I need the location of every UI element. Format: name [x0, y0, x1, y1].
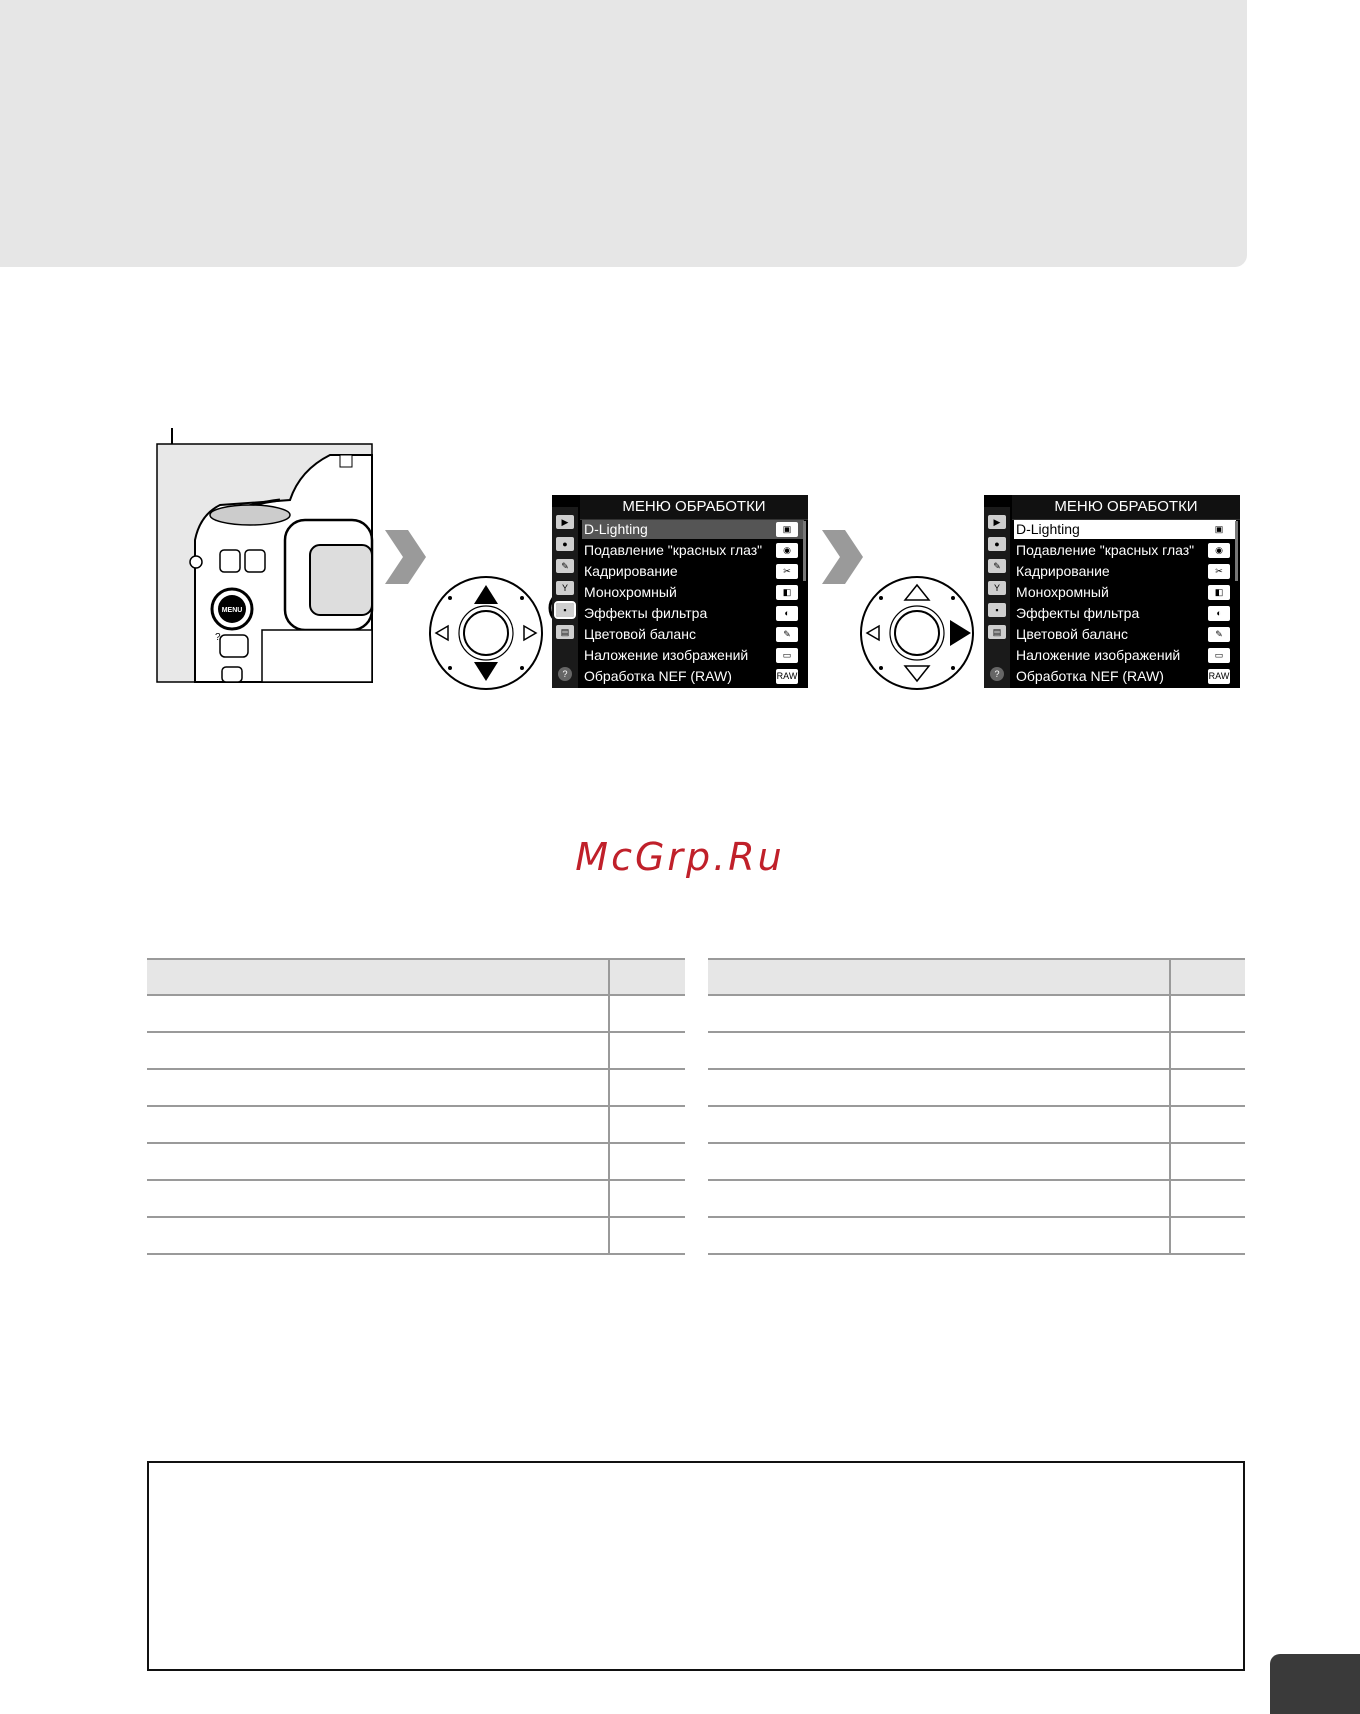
color-balance-icon: ✎ — [1208, 627, 1230, 642]
overlay-icon: ▭ — [1208, 648, 1230, 663]
my-menu-tab-icon[interactable]: ▤ — [556, 625, 574, 639]
table-header-row — [708, 959, 1245, 995]
menu-item-nef-raw[interactable]: Обработка NEF (RAW) RAW — [1016, 668, 1230, 684]
table-row — [708, 1106, 1245, 1143]
menu-item-trim[interactable]: Кадрирование ✂ — [1014, 562, 1236, 581]
table-row — [147, 995, 685, 1032]
menu-item-overlay[interactable]: Наложение изображений ▭ — [1014, 646, 1236, 665]
options-table-right — [708, 958, 1245, 1255]
menu-item-d-lighting[interactable]: D-Lighting ▣ — [1014, 520, 1236, 539]
table-header-page — [609, 959, 685, 995]
menu-item-monochrome[interactable]: Монохромный ◧ — [1014, 583, 1236, 602]
menu-item-color-balance[interactable]: Цветовой баланс ✎ — [1014, 625, 1236, 644]
table-row — [147, 1180, 685, 1217]
table-header-page — [1170, 959, 1245, 995]
menu-title: МЕНЮ ОБРАБОТКИ — [580, 495, 808, 520]
wrench-tab-icon[interactable]: Y — [556, 581, 574, 595]
menu-item-red-eye[interactable]: Подавление "красных глаз" ◉ — [1014, 541, 1236, 560]
table-row — [708, 1069, 1245, 1106]
d-lighting-icon: ▣ — [1208, 522, 1230, 537]
color-balance-icon: ✎ — [776, 627, 798, 642]
table-row — [147, 1217, 685, 1254]
table-row — [708, 1217, 1245, 1254]
pencil-tab-icon[interactable]: ✎ — [988, 559, 1006, 573]
wrench-tab-icon[interactable]: Y — [988, 581, 1006, 595]
menu-item-filter[interactable]: Эффекты фильтра ◐ — [1014, 604, 1236, 623]
camera-tab-icon[interactable]: ● — [988, 537, 1006, 551]
retouch-tab-icon[interactable]: ▪ — [988, 603, 1006, 617]
scroll-bar — [1235, 521, 1238, 581]
monochrome-icon: ◧ — [1208, 585, 1230, 600]
table-header-option — [708, 959, 1170, 995]
table-row — [147, 1143, 685, 1180]
table-row — [708, 1032, 1245, 1069]
watermark: McGrp.Ru — [575, 835, 785, 879]
menu-tabs — [552, 507, 578, 688]
menu-button-label: MENU — [221, 607, 243, 614]
menu-item-trim[interactable]: Кадрирование ✂ — [582, 562, 804, 581]
menu-item-red-eye[interactable]: Подавление "красных глаз" ◉ — [582, 541, 804, 560]
eye-icon: ◉ — [776, 543, 798, 558]
note-box — [147, 1461, 1245, 1671]
scroll-bar — [803, 521, 806, 581]
filter-icon: ◐ — [776, 606, 798, 621]
menu-tabs — [984, 507, 1010, 688]
table-header-option — [147, 959, 609, 995]
menu-item-nef-raw[interactable]: Обработка NEF (RAW) RAW — [584, 668, 798, 684]
my-menu-tab-icon[interactable]: ▤ — [988, 625, 1006, 639]
table-row — [147, 1069, 685, 1106]
table-row — [147, 1106, 685, 1143]
scissors-icon: ✂ — [1208, 564, 1230, 579]
eye-icon: ◉ — [1208, 543, 1230, 558]
raw-icon: RAW — [1208, 669, 1230, 684]
table-row — [708, 1143, 1245, 1180]
raw-icon: RAW — [776, 669, 798, 684]
table-row — [147, 1032, 685, 1069]
menu-item-color-balance[interactable]: Цветовой баланс ✎ — [582, 625, 804, 644]
menu-title: МЕНЮ ОБРАБОТКИ — [1012, 495, 1240, 520]
playback-tab-icon[interactable]: ▶ — [988, 515, 1006, 529]
menu-item-filter[interactable]: Эффекты фильтра ◐ — [582, 604, 804, 623]
table-header-row — [147, 959, 685, 995]
d-lighting-icon: ▣ — [776, 522, 798, 537]
retouch-tab-icon[interactable]: ▪ — [556, 603, 574, 617]
menu-item-d-lighting[interactable]: D-Lighting ▣ — [582, 520, 804, 539]
filter-icon: ◐ — [1208, 606, 1230, 621]
table-row — [708, 995, 1245, 1032]
scissors-icon: ✂ — [776, 564, 798, 579]
menu-item-monochrome[interactable]: Монохромный ◧ — [582, 583, 804, 602]
camera-tab-icon[interactable]: ● — [556, 537, 574, 551]
menu-item-overlay[interactable]: Наложение изображений ▭ — [582, 646, 804, 665]
help-icon[interactable]: ? — [990, 667, 1004, 681]
table-row — [708, 1180, 1245, 1217]
overlay-icon: ▭ — [776, 648, 798, 663]
options-table-left — [147, 958, 685, 1255]
menu-screen-1 — [552, 495, 808, 688]
pencil-tab-icon[interactable]: ✎ — [556, 559, 574, 573]
playback-tab-icon[interactable]: ▶ — [556, 515, 574, 529]
svg-text:?: ? — [215, 632, 221, 643]
help-icon[interactable]: ? — [558, 667, 572, 681]
page-tab — [1270, 1654, 1360, 1714]
monochrome-icon: ◧ — [776, 585, 798, 600]
menu-screen-2 — [984, 495, 1240, 688]
